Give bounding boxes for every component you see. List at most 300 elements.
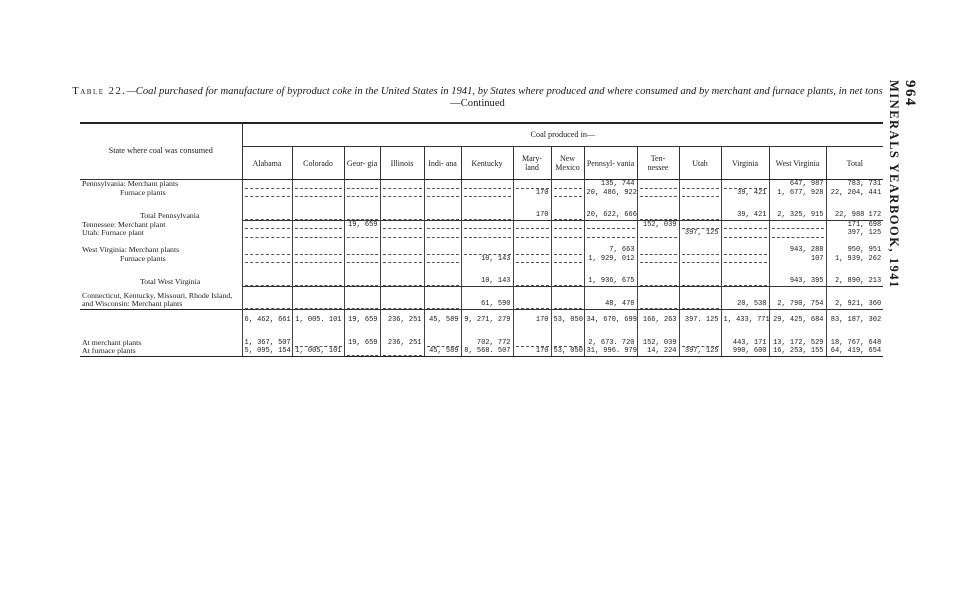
leader-dashes (640, 279, 677, 286)
table-cell (679, 292, 721, 310)
leader-dashes (640, 182, 677, 189)
table-cell (513, 255, 551, 264)
spacer-cell (679, 263, 721, 277)
leader-dashes (554, 182, 582, 189)
table-cell (461, 180, 513, 189)
leader-dashes (682, 256, 719, 263)
row-label: Pennsylvania: Merchant plants (82, 179, 179, 188)
table-cell (637, 189, 679, 198)
leader-dashes (427, 231, 459, 238)
spacer-cell (461, 331, 513, 339)
table-row (80, 292, 883, 310)
leader-dashes (682, 302, 719, 309)
table-cell (424, 189, 461, 198)
table-cell: 170 (513, 309, 551, 330)
table-continued: —Continued (450, 98, 505, 109)
table-cell: 1, 005, 101 (292, 347, 344, 356)
table-cell (242, 292, 292, 310)
leader-dashes (554, 256, 582, 263)
leader-dashes (295, 222, 342, 229)
page-number: 964 (902, 80, 918, 107)
column-header: Geor- gia (344, 147, 380, 180)
column-header: Kentucky (461, 147, 513, 180)
leader-dashes (383, 279, 422, 286)
leader-dashes (516, 279, 549, 286)
table-cell (551, 292, 584, 310)
table-cell: 2, 790, 754 (769, 292, 826, 310)
table-cell (584, 229, 637, 238)
table-cell: 61, 590 (461, 292, 513, 310)
table-cell (679, 339, 721, 348)
spacer-cell (380, 331, 424, 339)
row-label: Connecticut, Kentucky, Missouri, Rhode Island, and Wisconsin: Merchant plants (82, 290, 233, 309)
table-label: Table 22. (72, 86, 127, 97)
column-header: New Mexico (551, 147, 584, 180)
spacer-cell (424, 197, 461, 211)
spacer-cell (769, 197, 826, 211)
table-cell (769, 229, 826, 238)
table-cell: 1, 433, 771 (721, 309, 769, 330)
leader-dashes (682, 340, 719, 347)
leader-dashes (383, 349, 422, 356)
table-cell (513, 339, 551, 348)
spacer-cell (637, 331, 679, 339)
leader-dashes (245, 302, 290, 309)
table-cell: 647, 987 (769, 180, 826, 189)
spacer-cell (461, 197, 513, 211)
table-cell (344, 229, 380, 238)
leader-dashes (516, 302, 549, 309)
table-cell: 10, 143 (461, 277, 513, 286)
spacer-cell (344, 197, 380, 211)
leader-dashes (427, 302, 459, 309)
table-cell (551, 220, 584, 229)
leader-dashes (245, 182, 290, 189)
table-cell (721, 277, 769, 286)
table-cell (380, 347, 424, 356)
table-cell: 45, 589 (424, 347, 461, 356)
table-cell (721, 180, 769, 189)
table-cell (344, 246, 380, 255)
table-cell: 31, 996. 979 (584, 347, 637, 356)
table-cell: 943, 395 (769, 277, 826, 286)
spacer-cell (513, 197, 551, 211)
table-cell (344, 277, 380, 286)
leader-dashes (724, 248, 767, 255)
table-cell (380, 229, 424, 238)
spacer-cell (461, 238, 513, 246)
table-row (80, 220, 883, 229)
column-header: Total (826, 147, 883, 180)
leader-dashes (245, 213, 290, 220)
table-cell (242, 255, 292, 264)
table-cell: 8, 568. 507 (461, 347, 513, 356)
leader-dashes (347, 349, 378, 356)
spacer-cell (637, 197, 679, 211)
table-cell (424, 211, 461, 220)
row-label: Total West Virginia (140, 276, 201, 286)
table-cell: 5, 095, 154 (242, 347, 292, 356)
table-cell: 2, 921, 360 (826, 292, 883, 310)
table-cell (292, 339, 344, 348)
table-cell: 39, 421 (721, 211, 769, 220)
leader-dashes (295, 302, 342, 309)
table-row (80, 255, 883, 264)
table-title (70, 86, 885, 110)
spacer-cell (551, 238, 584, 246)
spacer-cell (637, 263, 679, 277)
leader-dashes (295, 340, 342, 347)
leader-dashes (383, 222, 422, 229)
leader-dashes (383, 190, 422, 197)
table-cell (424, 292, 461, 310)
table-cell: 943, 288 (769, 246, 826, 255)
leader-dashes (640, 213, 677, 220)
leader-dashes (245, 222, 290, 229)
leader-dashes (516, 182, 549, 189)
spacer-cell (424, 238, 461, 246)
leader-dashes (295, 279, 342, 286)
spacer-cell (513, 263, 551, 277)
leader-dashes (640, 256, 677, 263)
row-label: Tennessee: Merchant plant (82, 219, 166, 229)
spacer-cell (769, 263, 826, 277)
table-cell (292, 277, 344, 286)
table-cell: 2, 890, 213 (826, 277, 883, 286)
leader-dashes (245, 190, 290, 197)
table-cell (461, 246, 513, 255)
table-cell (380, 180, 424, 189)
column-header: Indi- ana (424, 147, 461, 180)
column-header: Colorado (292, 147, 344, 180)
table-cell (551, 255, 584, 264)
leader-dashes (640, 231, 677, 238)
column-header: Ten- nessee (637, 147, 679, 180)
spacer-cell (292, 263, 344, 277)
column-header: Virginia (721, 147, 769, 180)
table-row (80, 246, 883, 255)
table-cell (679, 277, 721, 286)
spacer-cell (242, 197, 292, 211)
table-cell (679, 220, 721, 229)
table-cell: 64, 419, 654 (826, 347, 883, 356)
table-body (80, 180, 883, 357)
leader-dashes (245, 248, 290, 255)
table-cell: 702, 772 (461, 339, 513, 348)
spacer-cell (292, 197, 344, 211)
table-cell (513, 229, 551, 238)
leader-dashes (383, 248, 422, 255)
row-label: At furnace plants (80, 347, 242, 356)
table-cell: 19, 659 (344, 220, 380, 229)
table-row (80, 277, 883, 286)
leader-dashes (427, 213, 459, 220)
table-cell: 39, 421 (721, 189, 769, 198)
table-cell (242, 180, 292, 189)
leader-dashes (347, 256, 378, 263)
table-cell: 107 (769, 255, 826, 264)
table-cell: 14, 224 (637, 347, 679, 356)
leader-dashes (295, 182, 342, 189)
leader-dashes (682, 279, 719, 286)
table-cell: 236, 251 (380, 339, 424, 348)
table-cell: 83, 187, 302 (826, 309, 883, 330)
table-cell (637, 246, 679, 255)
leader-dashes (724, 182, 767, 189)
column-header: Alabama (242, 147, 292, 180)
table-row (80, 211, 883, 220)
table-cell: 16, 253, 155 (769, 347, 826, 356)
table-cell (679, 189, 721, 198)
table-row (80, 180, 883, 189)
table-cell: 990, 600 (721, 347, 769, 356)
spacer-cell (551, 197, 584, 211)
table-cell (513, 277, 551, 286)
table-cell (292, 211, 344, 220)
table-cell (344, 347, 380, 356)
spacer-cell (679, 331, 721, 339)
table-cell (242, 277, 292, 286)
table-cell: 1, 005. 101 (292, 309, 344, 330)
table-cell: 170 (513, 347, 551, 356)
leader-dashes (347, 213, 378, 220)
leader-dashes (682, 222, 719, 229)
table-cell (242, 220, 292, 229)
table-cell (424, 255, 461, 264)
leader-dashes (295, 231, 342, 238)
leader-dashes (464, 190, 511, 197)
table-title-text: —Coal purchased for manufacture of byproduct coke in the United States in 1941, by States where produced and where consumed and by merchant and furnace plants, in net tons (126, 86, 883, 97)
leader-dashes (516, 222, 549, 229)
table-row (80, 339, 883, 348)
leader-dashes (464, 182, 511, 189)
column-header: Utah (679, 147, 721, 180)
table-cell (380, 220, 424, 229)
spacer-cell (721, 263, 769, 277)
table-cell: 397, 125 (826, 229, 883, 238)
leader-dashes (682, 190, 719, 197)
leader-dashes (245, 256, 290, 263)
leader-dashes (587, 231, 635, 238)
table-cell: 397, 125 (679, 347, 721, 356)
table-row (80, 309, 883, 330)
spacer-cell (826, 331, 883, 339)
table-cell (679, 255, 721, 264)
table-cell (551, 211, 584, 220)
spacer-cell (584, 331, 637, 339)
leader-dashes (682, 248, 719, 255)
leader-dashes (554, 302, 582, 309)
leader-dashes (347, 190, 378, 197)
leader-dashes (554, 248, 582, 255)
table-cell (637, 255, 679, 264)
spacer-cell (826, 238, 883, 246)
leader-dashes (464, 213, 511, 220)
table-cell (380, 211, 424, 220)
table-cell (380, 189, 424, 198)
table-cell (380, 255, 424, 264)
table-cell: 397, 125 (679, 229, 721, 238)
table-cell (424, 220, 461, 229)
row-label: Furnace plants (120, 253, 166, 263)
table-cell: 170 (513, 189, 551, 198)
table-cell (551, 189, 584, 198)
spacer-cell (424, 331, 461, 339)
table-cell (513, 220, 551, 229)
table-cell: 2, 673. 720 (584, 339, 637, 348)
row-label: Utah: Furnace plant (82, 228, 144, 238)
leader-dashes (245, 279, 290, 286)
table-cell (637, 277, 679, 286)
table-cell (292, 180, 344, 189)
stub-header: State where coal was consumed (80, 123, 242, 180)
leader-dashes (554, 190, 582, 197)
spacer-cell (424, 263, 461, 277)
spacer-cell (513, 331, 551, 339)
leader-dashes (554, 279, 582, 286)
table-cell (721, 220, 769, 229)
table-cell (679, 211, 721, 220)
leader-dashes (724, 279, 767, 286)
table-cell (424, 277, 461, 286)
row-label (80, 309, 242, 330)
table-cell: 45, 589 (424, 309, 461, 330)
leader-dashes (516, 256, 549, 263)
table-row (80, 347, 883, 356)
leader-dashes (724, 256, 767, 263)
table-cell (637, 229, 679, 238)
leader-dashes (464, 222, 511, 229)
table-cell (344, 255, 380, 264)
table-cell (292, 220, 344, 229)
table-cell: 170 (513, 211, 551, 220)
table-cell (513, 292, 551, 310)
spacer-cell (344, 238, 380, 246)
leader-dashes (682, 182, 719, 189)
coal-table-container (80, 122, 883, 357)
spacer-cell (826, 263, 883, 277)
table-cell (679, 180, 721, 189)
table-cell (380, 292, 424, 310)
table-cell: 48, 478 (584, 292, 637, 310)
running-head-text: MINERALS YEARBOOK, 1941 (887, 80, 901, 289)
leader-dashes (383, 213, 422, 220)
table-cell (424, 246, 461, 255)
group-header: Coal produced in— (242, 123, 883, 147)
leader-dashes (772, 222, 824, 229)
leader-dashes (383, 231, 422, 238)
leader-dashes (427, 182, 459, 189)
table-cell: 29, 425, 684 (769, 309, 826, 330)
table-cell (551, 246, 584, 255)
table-cell (637, 180, 679, 189)
table-cell: 236, 251 (380, 309, 424, 330)
table-cell: 53, 050 (551, 309, 584, 330)
leader-dashes (347, 248, 378, 255)
table-cell: 13, 172, 529 (769, 339, 826, 348)
spacer-cell (721, 197, 769, 211)
table-cell (344, 189, 380, 198)
leader-dashes (383, 302, 422, 309)
table-cell: 950, 951 (826, 246, 883, 255)
leader-dashes (464, 248, 511, 255)
spacer-cell (584, 238, 637, 246)
table-row (80, 189, 883, 198)
table-cell (242, 189, 292, 198)
table-cell (344, 211, 380, 220)
spacer-cell (584, 263, 637, 277)
spacer-cell (721, 238, 769, 246)
spacer-row (80, 331, 883, 339)
table-cell: 18, 767, 648 (826, 339, 883, 348)
leader-dashes (724, 222, 767, 229)
running-head (887, 80, 918, 289)
table-cell (769, 220, 826, 229)
spacer-cell (637, 238, 679, 246)
table-cell (551, 229, 584, 238)
spacer-cell (380, 263, 424, 277)
leader-dashes (682, 213, 719, 220)
table-cell: 20, 538 (721, 292, 769, 310)
table-cell (292, 255, 344, 264)
table-cell (551, 277, 584, 286)
table-cell (584, 220, 637, 229)
table-cell (721, 229, 769, 238)
table-cell: 19, 659 (344, 309, 380, 330)
coal-table (80, 122, 883, 357)
leader-dashes (587, 222, 635, 229)
table-cell (424, 229, 461, 238)
spacer-cell (292, 238, 344, 246)
leader-dashes (383, 182, 422, 189)
spacer-cell (679, 238, 721, 246)
table-cell: 152, 039 (637, 220, 679, 229)
row-label: West Virginia: Merchant plants (82, 244, 180, 254)
leader-dashes (554, 222, 582, 229)
table-cell: 20, 486, 922 (584, 189, 637, 198)
table-cell: 19, 659 (344, 339, 380, 348)
table-cell: 1, 677, 928 (769, 189, 826, 198)
table-cell: 1, 939, 262 (826, 255, 883, 264)
table-cell (344, 180, 380, 189)
spacer-row (80, 197, 883, 211)
table-cell: 166, 263 (637, 309, 679, 330)
table-cell: 1, 929, 012 (584, 255, 637, 264)
leader-dashes (427, 222, 459, 229)
table-cell: 9, 271, 279 (461, 309, 513, 330)
table-cell: 397. 125 (679, 309, 721, 330)
table-cell (679, 246, 721, 255)
column-header: Illinois (380, 147, 424, 180)
row-label: Furnace plants (120, 187, 166, 197)
table-cell (380, 277, 424, 286)
spacer-cell (769, 238, 826, 246)
spacer-cell (344, 331, 380, 339)
leader-dashes (347, 182, 378, 189)
leader-dashes (516, 340, 549, 347)
table-cell (461, 189, 513, 198)
spacer-cell (721, 331, 769, 339)
spacer-cell (679, 197, 721, 211)
leader-dashes (295, 190, 342, 197)
spacer-cell (242, 331, 292, 339)
row-label: At merchant plants (82, 337, 142, 347)
row-label: Total Pennsylvania (140, 210, 200, 220)
leader-dashes (772, 231, 824, 238)
table-cell (461, 211, 513, 220)
table-cell: 152, 039 (637, 339, 679, 348)
table-cell (242, 246, 292, 255)
